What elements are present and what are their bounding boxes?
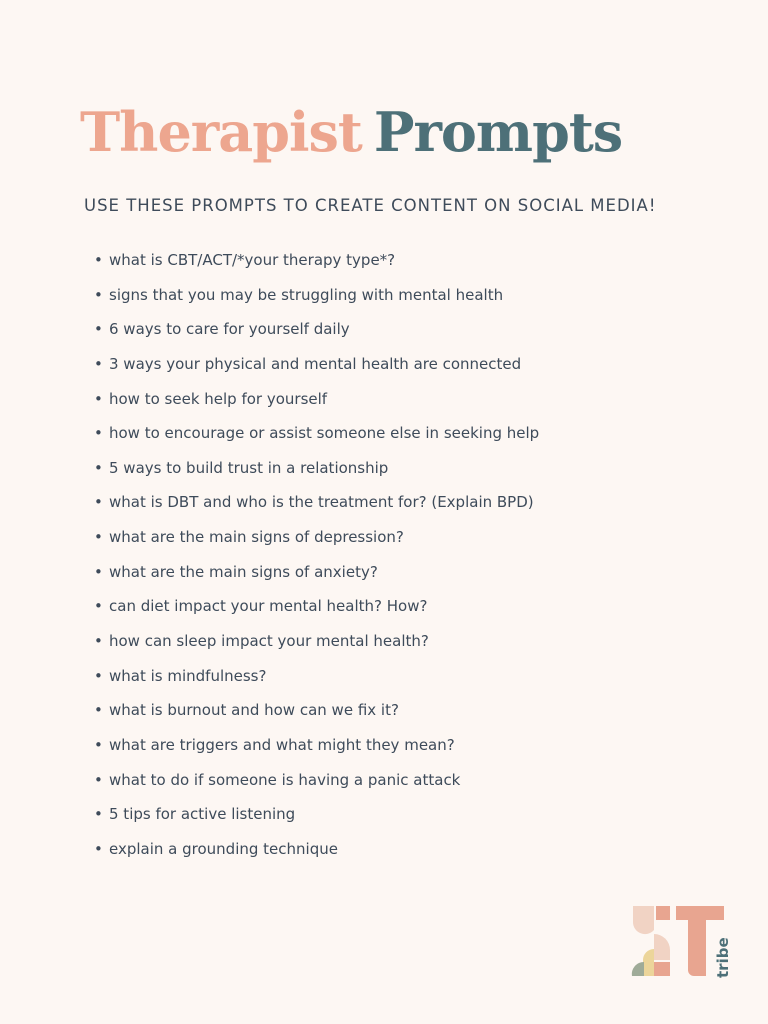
list-item [94, 560, 539, 595]
bullet-icon: • [94, 839, 103, 858]
prompt-text: what are triggers and what might they mean? [109, 735, 455, 754]
list-item [94, 802, 539, 837]
prompt-text: can diet impact your mental health? How? [109, 597, 428, 616]
bullet-icon: • [94, 251, 103, 269]
bullet-icon: • [94, 597, 103, 616]
prompt-text: how to encourage or assist someone else in seeking help [109, 424, 540, 443]
list-item [94, 248, 539, 283]
tribe-logo [628, 902, 732, 984]
prompt-text: 6 ways to care for yourself daily [109, 320, 350, 339]
list-item [94, 456, 539, 491]
list-item [94, 490, 539, 525]
prompt-text: 5 tips for active listening [109, 805, 296, 824]
logo-s-bottom-left [632, 962, 644, 976]
prompt-text: how can sleep impact your mental health? [109, 632, 429, 651]
list-item [94, 664, 539, 699]
list-item [94, 698, 539, 733]
prompt-text: what are the main signs of depression? [109, 528, 404, 547]
bullet-icon: • [94, 389, 103, 408]
logo-s-top-right [656, 906, 670, 920]
subtitle: USE THESE PROMPTS TO CREATE CONTENT ON SOCIAL MEDIA! [84, 196, 657, 215]
list-item [94, 352, 539, 387]
bullet-icon: • [94, 805, 103, 824]
prompt-text: explain a grounding technique [109, 839, 338, 858]
bullet-icon: • [94, 285, 103, 304]
title-word-prompts: Prompts [373, 100, 623, 164]
title-word-therapist: Therapist [80, 100, 362, 164]
page-title [80, 92, 622, 172]
bullet-icon: • [94, 666, 103, 685]
prompt-text: 5 ways to build trust in a relationship [109, 458, 389, 477]
prompt-text: what are the main signs of anxiety? [109, 562, 378, 581]
prompt-text: what to do if someone is having a panic attack [109, 770, 461, 789]
list-item [94, 837, 539, 872]
list-item [94, 317, 539, 352]
list-item [94, 421, 539, 456]
logo-s-top-left [633, 906, 654, 934]
bullet-icon: • [94, 424, 103, 443]
list-item [94, 733, 539, 768]
logo-text: tribe [714, 937, 732, 978]
bullet-icon: • [94, 735, 103, 754]
prompt-list [94, 248, 539, 872]
bullet-icon: • [94, 493, 103, 512]
list-item [94, 768, 539, 803]
logo-t-stem [688, 920, 706, 976]
prompt-text: how to seek help for yourself [109, 389, 328, 408]
logo-s-bottom-right [654, 962, 670, 976]
bullet-icon: • [94, 458, 103, 477]
bullet-icon: • [94, 701, 103, 720]
logo-t-top [676, 906, 724, 920]
logo-s-middle [654, 934, 670, 960]
prompt-text: what is DBT and who is the treatment for? (Explain BPD) [109, 493, 534, 512]
list-item [94, 629, 539, 664]
list-item [94, 387, 539, 422]
list-item [94, 525, 539, 560]
prompt-text: what is burnout and how can we fix it? [109, 701, 399, 720]
bullet-icon: • [94, 770, 103, 789]
bullet-icon: • [94, 528, 103, 547]
list-item [94, 594, 539, 629]
prompt-text: 3 ways your physical and mental health are connected [109, 354, 522, 373]
logo-s-lower [643, 949, 654, 976]
bullet-icon: • [94, 320, 103, 339]
bullet-icon: • [94, 632, 103, 651]
bullet-icon: • [94, 562, 103, 581]
list-item [94, 283, 539, 318]
prompt-text: what is mindfulness? [109, 666, 267, 685]
prompt-text: signs that you may be struggling with mental health [109, 285, 504, 304]
prompt-text: what is CBT/ACT/*your therapy type*? [109, 251, 396, 269]
bullet-icon: • [94, 354, 103, 373]
